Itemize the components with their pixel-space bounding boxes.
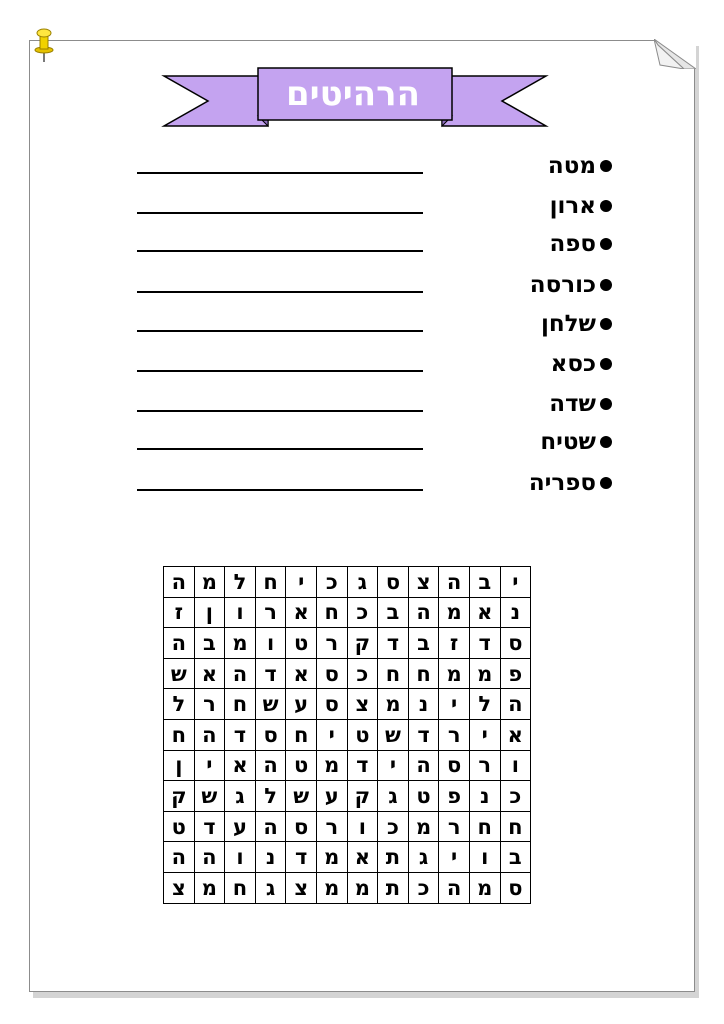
grid-cell[interactable]: ו <box>225 597 256 628</box>
answer-line <box>137 448 423 450</box>
grid-cell[interactable]: ס <box>500 628 531 659</box>
answer-line <box>137 212 423 214</box>
word-item <box>0 224 724 264</box>
grid-cell[interactable]: ע <box>316 781 347 812</box>
grid-cell[interactable]: ד <box>378 628 409 659</box>
grid-cell[interactable]: ט <box>286 628 317 659</box>
grid-cell[interactable]: מ <box>316 872 347 903</box>
grid-cell[interactable]: ש <box>164 658 195 689</box>
grid-row <box>164 719 531 750</box>
grid-cell[interactable]: ס <box>500 872 531 903</box>
bullet-icon <box>600 160 612 172</box>
grid-cell[interactable]: י <box>439 842 470 873</box>
bullet-icon <box>600 477 612 489</box>
word-label: שדה <box>549 391 596 417</box>
grid-cell[interactable]: ר <box>439 811 470 842</box>
grid-cell[interactable]: א <box>225 750 256 781</box>
grid-row <box>164 567 531 598</box>
grid-cell[interactable]: א <box>286 597 317 628</box>
grid-cell[interactable]: ז <box>164 597 195 628</box>
grid-cell[interactable]: ע <box>225 811 256 842</box>
word-label: כסא <box>550 351 596 377</box>
word-item <box>0 463 724 503</box>
grid-cell[interactable]: ל <box>469 689 500 720</box>
grid-cell[interactable]: ה <box>225 658 256 689</box>
bullet-icon <box>600 238 612 250</box>
grid-cell[interactable]: נ <box>500 597 531 628</box>
grid-cell[interactable]: מ <box>378 689 409 720</box>
grid-cell[interactable]: ר <box>194 689 225 720</box>
answer-line <box>137 410 423 412</box>
grid-cell[interactable]: מ <box>469 658 500 689</box>
word-search-grid <box>163 566 531 904</box>
grid-cell[interactable]: י <box>194 750 225 781</box>
grid-cell[interactable]: ב <box>500 842 531 873</box>
answer-line <box>137 172 423 174</box>
grid-cell[interactable]: ג <box>347 567 378 598</box>
grid-cell[interactable]: ה <box>194 719 225 750</box>
grid-row <box>164 842 531 873</box>
worksheet-title: הרהיטים <box>286 74 420 114</box>
grid-cell[interactable]: מ <box>316 842 347 873</box>
grid-cell[interactable]: א <box>500 719 531 750</box>
grid-cell[interactable]: ר <box>255 597 286 628</box>
grid-cell[interactable]: י <box>439 689 470 720</box>
grid-cell[interactable]: ח <box>255 567 286 598</box>
grid-cell[interactable]: ה <box>164 842 195 873</box>
grid-cell[interactable]: נ <box>255 842 286 873</box>
grid-cell[interactable]: ר <box>469 750 500 781</box>
grid-cell[interactable]: י <box>378 750 409 781</box>
grid-cell[interactable]: ד <box>469 628 500 659</box>
grid-cell[interactable]: ח <box>286 719 317 750</box>
word-item <box>0 344 724 384</box>
grid-cell[interactable]: ש <box>286 781 317 812</box>
grid-cell[interactable]: מ <box>194 567 225 598</box>
word-label: ספה <box>549 231 596 257</box>
word-label: ארון <box>549 193 596 219</box>
word-label: שלחן <box>540 311 596 337</box>
grid-cell[interactable]: ו <box>500 750 531 781</box>
grid-cell[interactable]: ה <box>255 750 286 781</box>
grid-cell[interactable]: ח <box>316 597 347 628</box>
grid-cell[interactable]: ט <box>286 750 317 781</box>
grid-row <box>164 811 531 842</box>
word-item <box>0 186 724 226</box>
word-label: מטה <box>547 153 596 179</box>
bullet-icon <box>600 318 612 330</box>
grid-cell[interactable]: ד <box>286 842 317 873</box>
grid-cell[interactable]: נ <box>469 781 500 812</box>
grid-cell[interactable]: ע <box>286 689 317 720</box>
bullet-icon <box>600 200 612 212</box>
grid-cell[interactable]: פ <box>500 658 531 689</box>
grid-cell[interactable]: מ <box>439 597 470 628</box>
grid-cell[interactable]: ה <box>408 750 439 781</box>
grid-cell[interactable]: ג <box>225 781 256 812</box>
grid-row <box>164 658 531 689</box>
grid-cell[interactable]: ת <box>378 842 409 873</box>
grid-cell[interactable]: ה <box>500 689 531 720</box>
grid-cell[interactable]: ר <box>439 719 470 750</box>
grid-cell[interactable]: ב <box>469 567 500 598</box>
grid-cell[interactable]: ק <box>164 781 195 812</box>
grid-cell[interactable]: י <box>469 719 500 750</box>
grid-cell[interactable]: כ <box>347 658 378 689</box>
grid-cell[interactable]: צ <box>164 872 195 903</box>
grid-cell[interactable]: כ <box>316 567 347 598</box>
grid-cell[interactable]: ד <box>194 811 225 842</box>
grid-cell[interactable]: מ <box>469 872 500 903</box>
word-item <box>0 422 724 462</box>
grid-cell[interactable]: ד <box>347 750 378 781</box>
grid-cell[interactable]: ח <box>500 811 531 842</box>
grid-cell[interactable]: ה <box>194 842 225 873</box>
grid-cell[interactable]: ט <box>164 811 195 842</box>
bullet-icon <box>600 279 612 291</box>
grid-cell[interactable]: ל <box>164 689 195 720</box>
grid-cell[interactable]: ש <box>378 719 409 750</box>
grid-cell[interactable]: ס <box>255 719 286 750</box>
grid-cell[interactable]: ו <box>255 628 286 659</box>
bullet-icon <box>600 398 612 410</box>
grid-cell[interactable]: ת <box>378 872 409 903</box>
grid-cell[interactable]: ס <box>316 658 347 689</box>
word-label: שטיח <box>540 429 596 455</box>
grid-cell[interactable]: ט <box>347 719 378 750</box>
grid-cell[interactable]: ה <box>439 872 470 903</box>
word-item <box>0 384 724 424</box>
word-label: ספריה <box>528 470 596 496</box>
grid-cell[interactable]: ח <box>225 689 256 720</box>
grid-cell[interactable]: ז <box>439 628 470 659</box>
answer-line <box>137 489 423 491</box>
grid-cell[interactable]: ו <box>225 842 256 873</box>
word-label: כורסה <box>529 272 596 298</box>
grid-cell[interactable]: צ <box>408 567 439 598</box>
grid-cell[interactable]: י <box>286 567 317 598</box>
answer-line <box>137 370 423 372</box>
grid-cell[interactable]: י <box>316 719 347 750</box>
grid-row <box>164 628 531 659</box>
grid-cell[interactable]: ד <box>225 719 256 750</box>
grid-cell[interactable]: ק <box>347 781 378 812</box>
grid-row <box>164 781 531 812</box>
grid-cell[interactable]: ח <box>408 658 439 689</box>
grid-cell[interactable]: ק <box>347 628 378 659</box>
grid-cell[interactable]: ש <box>255 689 286 720</box>
grid-cell[interactable]: ב <box>408 628 439 659</box>
answer-line <box>137 250 423 252</box>
answer-line <box>137 291 423 293</box>
grid-cell[interactable]: ר <box>316 628 347 659</box>
grid-cell[interactable]: ר <box>316 811 347 842</box>
grid-cell[interactable]: ס <box>378 567 409 598</box>
grid-cell[interactable]: ג <box>255 872 286 903</box>
grid-cell[interactable]: ה <box>255 811 286 842</box>
grid-cell[interactable]: מ <box>194 872 225 903</box>
bullet-icon <box>600 358 612 370</box>
grid-row <box>164 872 531 903</box>
grid-cell[interactable]: ט <box>408 781 439 812</box>
grid-cell[interactable]: צ <box>347 689 378 720</box>
grid-cell[interactable]: א <box>286 658 317 689</box>
grid-cell[interactable]: כ <box>347 597 378 628</box>
word-item <box>0 146 724 186</box>
grid-cell[interactable]: ח <box>225 872 256 903</box>
grid-cell[interactable]: ח <box>378 658 409 689</box>
grid-cell[interactable]: ה <box>164 567 195 598</box>
grid-cell[interactable]: מ <box>408 811 439 842</box>
grid-cell[interactable]: פ <box>439 781 470 812</box>
grid-cell[interactable]: ה <box>408 597 439 628</box>
grid-row <box>164 750 531 781</box>
grid-cell[interactable]: ח <box>469 811 500 842</box>
grid-cell[interactable]: ס <box>286 811 317 842</box>
grid-cell[interactable]: ן <box>194 597 225 628</box>
grid-cell[interactable]: ח <box>164 719 195 750</box>
grid-cell[interactable]: כ <box>500 781 531 812</box>
grid-cell[interactable]: ו <box>347 811 378 842</box>
grid-cell[interactable]: ה <box>164 628 195 659</box>
grid-cell[interactable]: כ <box>408 872 439 903</box>
grid-cell[interactable]: ס <box>316 689 347 720</box>
grid-cell[interactable]: ב <box>194 628 225 659</box>
grid-cell[interactable]: ס <box>439 750 470 781</box>
grid-cell[interactable]: מ <box>316 750 347 781</box>
grid-cell[interactable]: ג <box>378 781 409 812</box>
grid-cell[interactable]: א <box>347 842 378 873</box>
grid-cell[interactable]: כ <box>378 811 409 842</box>
grid-cell[interactable]: ה <box>439 567 470 598</box>
grid-cell[interactable]: נ <box>408 689 439 720</box>
grid-cell[interactable]: ב <box>378 597 409 628</box>
grid-cell[interactable]: ל <box>225 567 256 598</box>
grid-cell[interactable]: י <box>500 567 531 598</box>
grid-cell[interactable]: מ <box>225 628 256 659</box>
grid-cell[interactable]: ל <box>255 781 286 812</box>
word-item <box>0 265 724 305</box>
grid-row <box>164 597 531 628</box>
grid-cell[interactable]: ג <box>408 842 439 873</box>
grid-cell[interactable]: מ <box>439 658 470 689</box>
grid-cell[interactable]: ו <box>469 842 500 873</box>
grid-cell[interactable]: ן <box>164 750 195 781</box>
grid-row <box>164 689 531 720</box>
grid-cell[interactable]: א <box>194 658 225 689</box>
word-item <box>0 304 724 344</box>
bullet-icon <box>600 436 612 448</box>
grid-cell[interactable]: א <box>469 597 500 628</box>
answer-line <box>137 330 423 332</box>
grid-cell[interactable]: ד <box>255 658 286 689</box>
grid-cell[interactable]: צ <box>286 872 317 903</box>
grid-cell[interactable]: ד <box>408 719 439 750</box>
grid-cell[interactable]: מ <box>347 872 378 903</box>
grid-cell[interactable]: ש <box>194 781 225 812</box>
